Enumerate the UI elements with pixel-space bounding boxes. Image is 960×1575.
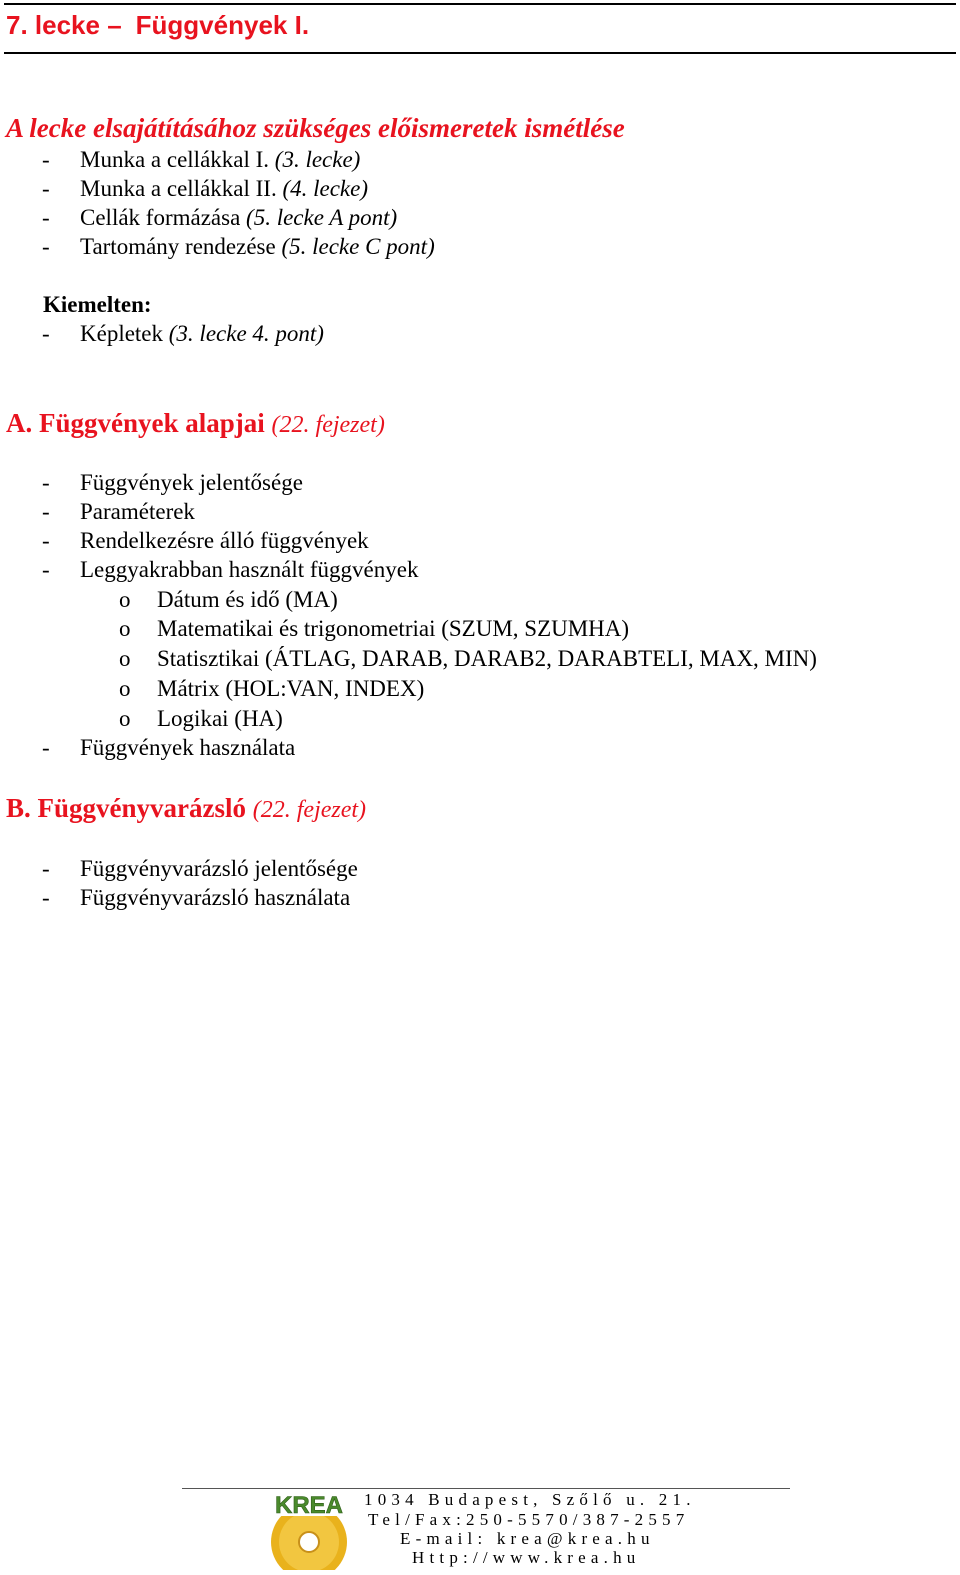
item-text: Dátum és idő (MA) <box>157 587 338 612</box>
item-text: Függvények használata <box>80 735 296 760</box>
lesson-number: 7. lecke – <box>6 10 122 40</box>
item-text: Munka a cellákkal I. <box>80 147 270 172</box>
circle-bullet-icon: o <box>119 616 131 641</box>
item-text: Függvények jelentősége <box>80 470 303 495</box>
footer-email: E-mail: krea@krea.hu <box>400 1529 655 1548</box>
item-text: Függvényvarázsló jelentősége <box>80 856 358 881</box>
krea-logo <box>268 1490 350 1570</box>
top-rule <box>4 3 956 5</box>
item-text: Statisztikai (ÁTLAG, DARAB, DARAB2, DARABTELI, MAX, MIN) <box>157 646 817 671</box>
prereq-heading: A lecke elsajátításához szükséges előismeretek ismétlése <box>6 113 625 143</box>
item-text: Képletek <box>80 321 164 346</box>
footer-phone: Tel/Fax:250-5570/387-2557 <box>368 1510 690 1529</box>
item-ref: (3. lecke) <box>274 147 361 172</box>
item-ref: (5. lecke A pont) <box>246 205 398 230</box>
item-text: Tartomány rendezése <box>80 234 276 259</box>
circle-bullet-icon: o <box>119 706 131 731</box>
circle-bullet-icon: o <box>119 587 131 612</box>
item-ref: (3. lecke 4. pont) <box>168 321 324 346</box>
item-text: Paraméterek <box>80 499 195 524</box>
footer-web: Http://www.krea.hu <box>412 1548 641 1567</box>
item-text: Matematikai és trigonometriai (SZUM, SZUMHA) <box>157 616 630 641</box>
logo-wordmark: KREA <box>274 1492 344 1519</box>
item-text: Mátrix (HOL:VAN, INDEX) <box>157 676 425 701</box>
section-b-heading: B. Függvényvarázsló (22. fejezet) <box>6 793 367 823</box>
circle-bullet-icon: o <box>119 676 131 701</box>
item-ref: (5. lecke C pont) <box>281 234 435 259</box>
item-ref: (4. lecke) <box>282 176 368 201</box>
circle-bullet-icon: o <box>119 646 131 671</box>
item-text: Rendelkezésre álló függvények <box>80 528 369 553</box>
item-text: Cellák formázása <box>80 205 241 230</box>
section-b-ref: (22. fejezet) <box>252 797 367 823</box>
item-text: Függvényvarázsló használata <box>80 885 351 910</box>
page-title <box>6 10 309 41</box>
lesson-title: Függvények I. <box>135 10 310 40</box>
highlight-label: Kiemelten: <box>43 292 152 317</box>
footer-address: 1034 Budapest, Szőlő u. 21. <box>364 1490 696 1509</box>
item-text: Munka a cellákkal II. <box>80 176 277 201</box>
item-text: Leggyakrabban használt függvények <box>80 557 419 582</box>
item-text: Logikai (HA) <box>157 706 283 731</box>
title-underline <box>4 52 956 54</box>
footer-rule <box>182 1488 790 1489</box>
section-a-ref: (22. fejezet) <box>271 412 385 438</box>
section-a-heading: A. Függvények alapjai (22. fejezet) <box>6 408 385 438</box>
